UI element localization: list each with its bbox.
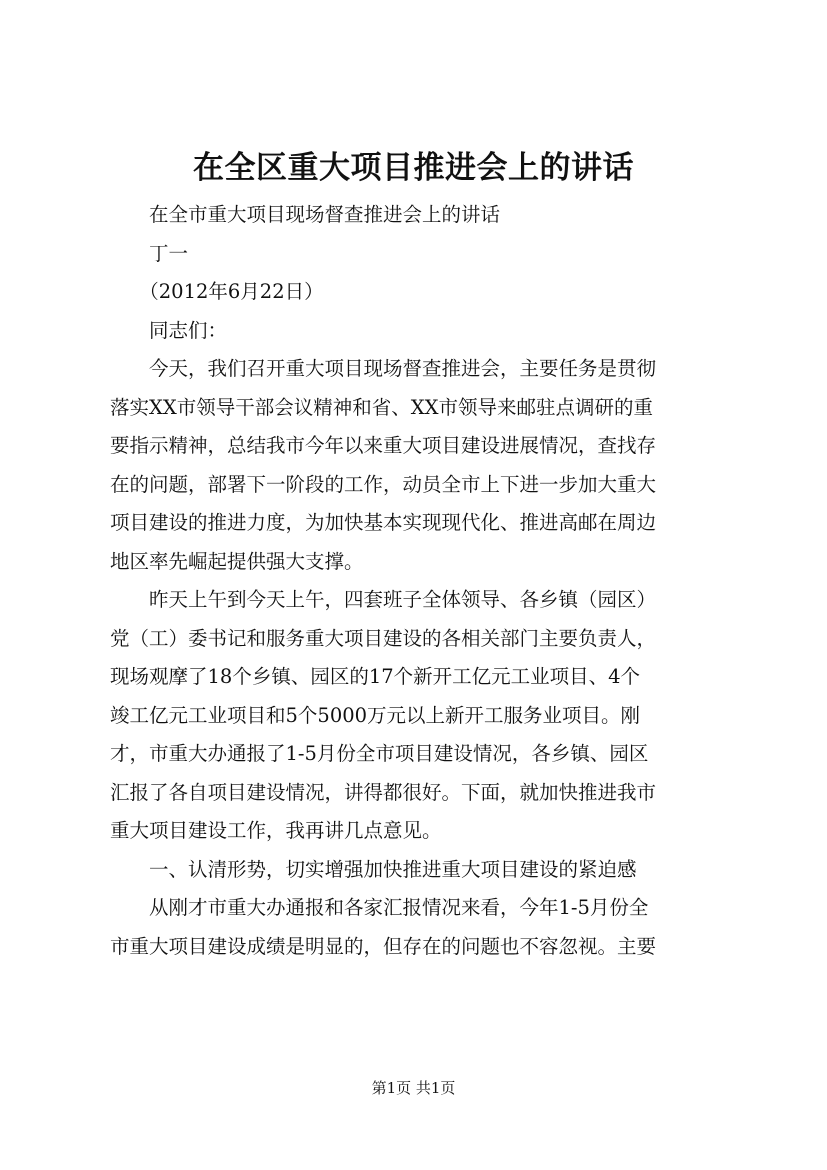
body-line: 汇报了各自项目建设情况，讲得都很好。下面，就加快推进我市 xyxy=(110,780,657,804)
body-line: 从刚才市重大办通报和各家汇报情况来看，今年1-5月份全 xyxy=(110,896,649,919)
body-line: 同志们： xyxy=(110,318,228,342)
body-line: 项目建设的推进力度，为加快基本实现现代化、推进高邮在周边 xyxy=(110,511,657,534)
body-line: （2012年6月22日） xyxy=(110,280,324,303)
document-body xyxy=(110,196,722,966)
body-line: 重大项目建设工作，我再讲几点意见。 xyxy=(110,819,442,842)
document-title: 在全区重大项目推进会上的讲话 xyxy=(193,150,634,186)
body-line: 在全市重大项目现场督查推进会上的讲话 xyxy=(110,203,501,226)
body-line: 竣工亿元工业项目和5个5000万元以上新开工服务业项目。刚 xyxy=(110,703,641,727)
body-line: 地区率先崛起提供强大支撑。 xyxy=(110,549,364,573)
body-line: 才，市重大办通报了1-5月份全市项目建设情况，各乡镇、园区 xyxy=(110,742,649,765)
body-line: 要指示精神，总结我市今年以来重大项目建设进展情况，查找存 xyxy=(110,434,657,457)
body-line: 今天，我们召开重大项目现场督查推进会，主要任务是贯彻 xyxy=(110,357,657,380)
body-line: 丁一 xyxy=(110,241,189,265)
body-line: 现场观摩了18个乡镇、园区的17个新开工亿元工业项目、4个 xyxy=(110,665,641,688)
body-line: 市重大项目建设成绩是明显的，但存在的问题也不容忽视。主要 xyxy=(110,934,657,958)
body-line: 在的问题，部署下一阶段的工作，动员全市上下进一步加大重大 xyxy=(110,472,657,496)
body-line: 昨天上午到今天上午，四套班子全体领导、各乡镇（园区） xyxy=(110,588,657,611)
body-line: 落实XX市领导干部会议精神和省、XX市领导来邮驻点调研的重 xyxy=(110,395,654,419)
page-footer: 第1页 共1页 xyxy=(371,1079,456,1097)
body-line: 党（工）委书记和服务重大项目建设的各相关部门主要负责人， xyxy=(110,626,657,650)
body-line: 一、认清形势，切实增强加快推进重大项目建设的紧迫感 xyxy=(110,857,637,881)
